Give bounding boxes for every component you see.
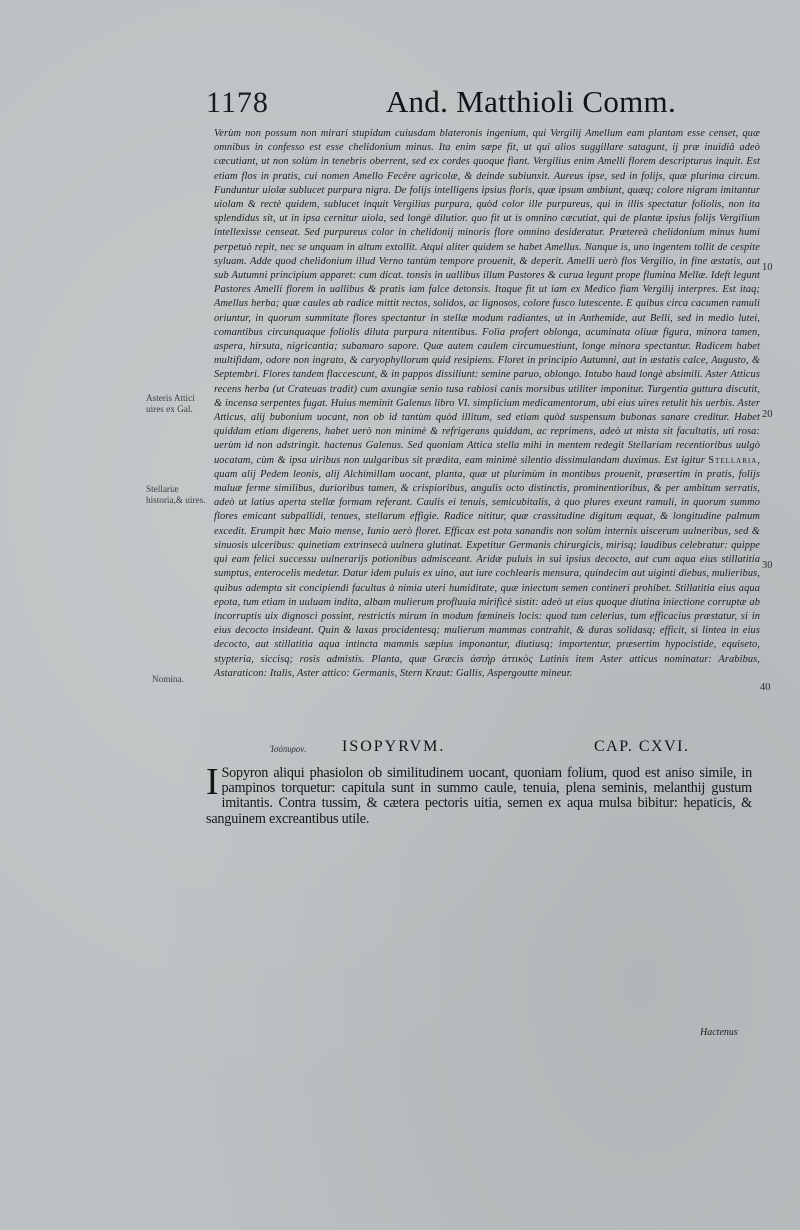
margin-note-stellaria: Stellariæ historia,& uires. bbox=[146, 484, 206, 505]
commentary-text-part-a: Verùm non possum non mirari stupidum cuiusdam blateronis ingenium, qui Vergilij Amellum eam plantam esse censet, quæ omnibus in confesso est esse chelidonium minus. Ita enim sæpe fit, ut qui alios suggillare satagunt, ij præ inuidiâ adeò cæcutiant, ut non solùm in tenebris oberrent, sed ex cordes quoque fiant. Vergilius enim Amelli florem descripturus inquit. Est etiam flos in pratis, cui nomen Amello Fecêre agricolæ, & deinde subiunxit. Aureus ipse, sed in folijs, quæ plurima circum. Funduntur uiolæ sublucet purpura nigra. De folijs intelligens ipsius floris, quæ ipsum ambiunt, quæq; colore nigram imitantur uiolam & rectè quidem, sublucet inquit Vergilius purpura, quòd color ille purpureus, qui in illis spectatur foliolis, non ita splendidus sit, ut in ipsa cernitur uiola, sed longè dilutior. quo fit ut is omnino cæcutiat, qui de plantæ ipsius folijs Vergilium intellexisse censeat. Sed purpureus color in chelidonij minoris flore omnino desideratur. Prætereà chelidonium minus humi perpetuò repit, nec se unquam in altum extollit. Atqui aliter quidem se habet Amellus. Nanque is, uno ingentem tollit de cespite syluam. Adde quod chelidonium illud Verno tantùm tempore prouenit, & deperit. Amelli uerò flos Vergilio, in fine æstatis, aut sub Autumni principium apparet: cum dicat. tonsis in uallibus illum Pastores & curua legunt prope flumina Mellæ. Ideft legunt Pastores Amelli florem in uallibus & pratis iam falce detonsis. Itaque fit ut iam ex Medico fiam Vergilij interpres. Est itaq; Amellus herba; quæ caules ab radice mittit rectos, solidos, ac lignosos, colore fusco lutescente. E quibus circa cacumen ramuli oriuntur, in quorum summitate flores spectantur in stellæ modum radiantes, ut in Anthemide, aut Belli, sed in medio lutei, comantibus circunquaque foliolis diluta purpura nitentibus. Folia profert oblonga, acuminata oliuæ figura, minora tamen, aspera, hirsuta, nigricantia; subamaro sapore. Quæ autem caulem circumuestiunt, longe minora spectantur. Radicem habet multifidam, odore non ingrato, & caryophyllorum quid resipiens. Floret in principio Autumni, aut in æstatis calce, Augusto, & Septembri. Flores tandem flaccescunt, & in pappos dissiliunt: semine paruo, oblongo. Intubo haud longè absimili. Aster Atticus recens herba (ut Crateuas tradit) cum axungiæ senio tusa rabiosi canis morsibus utiliter imponitur. Turgentia guttura discutit, & incensa serpentes fugat. Huius meminit Galenus libro VI. simplicium medicamentorum, ubi eius uires retulit his uerbis. Aster Atticus, alij bubonium uocant, non ob id tantùm quòd illitum, sed etiam quòd suspensum bubonas sanare creditur. Habet quiddam etiam digerens, habet uerò non minimè & refrigerans quiddam, ac reprimens, adeò ut mista sit facultatis, uti rosa: uerùm id non adstringit. hactenus Galenus. Sed quoniam Attica stella mihi in mentem redegit Stellariam recentioribus uulgò uocatam, cùm & ipsa uiribus non uulgaribus sit prædita, eam minimè silentio dissimulandam duximus. Est igitur bbox=[214, 128, 760, 466]
line-number-30: 30 bbox=[762, 560, 773, 571]
margin-note-aster: Asteris Attici uires ex Gal. bbox=[146, 393, 195, 414]
drop-cap: I bbox=[206, 761, 219, 803]
chapter-number: CAP. CXVI. bbox=[594, 738, 690, 755]
line-number-40: 40 bbox=[760, 682, 771, 693]
line-number-10: 10 bbox=[762, 262, 773, 273]
stellaria-term: Stellaria bbox=[708, 454, 758, 466]
chapter-title: ISOPYRVM. bbox=[342, 738, 446, 755]
margin-note-nomina: Nomina. bbox=[152, 674, 184, 684]
page-number: 1178 bbox=[206, 86, 269, 119]
commentary-paragraph bbox=[214, 127, 760, 681]
chapter-text bbox=[206, 761, 752, 827]
catchword: Hactenus bbox=[700, 1027, 738, 1038]
commentary-text-part-b: , quam alij Pedem leonis, alij Alchimillam uocant, planta, quæ ut plurimùm in montibus prouenit, præsertim in pratis, folijs maluæ ferme similibus, durioribus tamen, & crispioribus, angulis octo distinctis, prominentioribus, & per ambitum serratis, adeò ut latius aperta stellæ formam referant. Caulis ei tenuis, semicubitalis, à quo plures exeunt ramuli, in quorum summo flores emicant subpallidi, tenues, stellarum effigie. Radice nititur, quæ crassitudine digitum æquat, & longitudine palmum excedit. Erumpit hæc Maio mense, Iunio uerò floret. Efficax est pota sanandis non solùm internis uiscerum uulneribus, sed & sinuosis ulceribus: quinetiam extrinsecà uulnera glutinat. Expetitur Germanis chirurgicis, mirisq; laudibus celebratur: quippe qui eam felici successu uulnerarijs potionibus admisceant. Aridæ puluis in sui ipsius decocto, aut cum aqua eius stillatitia sumptus, enterocelis medetur. Datur idem puluis ex uino, aut iure cochlearis mensura, quindecim aut uiginti diebus, mulieribus, quibus adempta sit concipiendi facultas à nimia uteri humiditate, quæ iniectum semen contineri prohibet. Stillatitia eius aqua epota, tum etiam in uuluam indita, albam mulierum profluuia mirificè sistit: adeò ut eius quoque diutina iniectione corruptæ ab incorruptis uix dignosci possint, restrictis mirum in modum fœmineis locis: quod tum celerius, tum efficacius præstatur, si in eius decocto insideant. Quin & laxas procidentesq; mulierum mammas contrahit, & duras solidasq; efficit, si lintea in eius decocto, aut stillatitia aqua intincta mammis sæpius imponantur, diutiusq; importentur, præsertim hypocistide, equiseto, stypteria, siccisq; rosis admistis. Planta, quæ Græcis ἀστὴρ ἀττικὸς Latinis item Aster atticus nominatur: Arabibus, Astaraticon: Italis, Aster attico: Germanis, Stern Kraut: Gallis, Aspergoutte mineur. bbox=[214, 454, 760, 679]
line-number-20: 20 bbox=[762, 409, 773, 420]
chapter-heading bbox=[214, 738, 714, 760]
page-header bbox=[206, 84, 676, 124]
running-head: And. Matthioli Comm. bbox=[385, 84, 676, 119]
commentary-text bbox=[214, 127, 760, 681]
chapter-greek-name: Ἰσόπυρον. bbox=[270, 744, 307, 754]
chapter-body: Sopyron aliqui phasiolon ob similitudinem uocant, quoniam folium, quod est aniso simile, in pampinos torquetur: capitula sunt in summo caule, tenuia, plena seminis, melanthij gustum imitantis. Contra tussim, & cætera pectoris uitia, semen ex aqua mulsa bibitur: hepaticis, & sanguinem excreantibus utile. bbox=[206, 765, 752, 827]
